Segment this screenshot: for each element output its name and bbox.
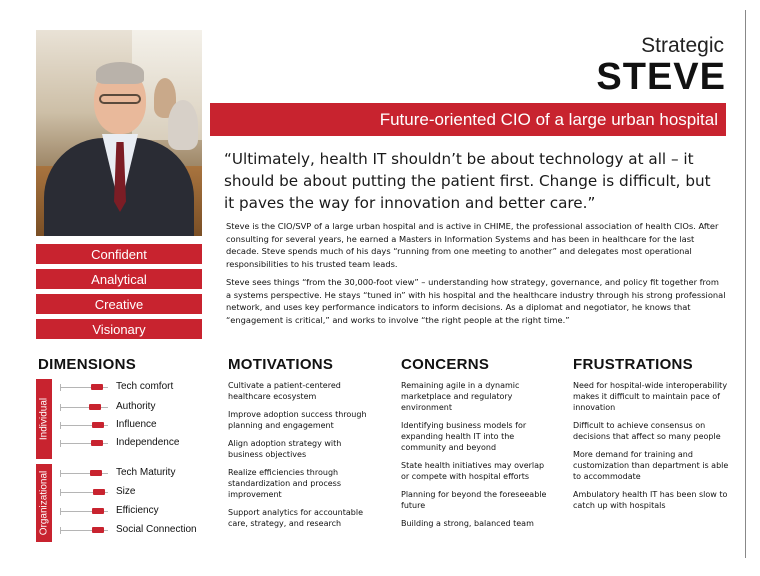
concern-item: Building a strong, balanced team: [401, 519, 534, 528]
dimension-label: Independence: [116, 437, 180, 448]
trait-badge: Creative: [36, 294, 202, 314]
scale-tick: [60, 508, 61, 515]
dimension-label: Tech Maturity: [116, 467, 176, 478]
dimension-marker: [91, 440, 103, 446]
dimension-group-organizational: [36, 464, 52, 542]
dimension-marker: [92, 422, 104, 428]
dimension-label: Tech comfort: [116, 381, 174, 392]
motivations-list: [228, 380, 378, 536]
dimension-row: [56, 419, 206, 433]
trait-badge: Confident: [36, 244, 202, 264]
concerns-heading: CONCERNS: [401, 356, 490, 373]
frustrations-list: [573, 380, 731, 518]
frustration-item: Ambulatory health IT has been slow to catch up with hospitals: [573, 490, 728, 510]
concern-item: Remaining agile in a dynamic marketplace and regulatory environment: [401, 381, 520, 412]
dimension-row: [56, 437, 206, 451]
dimension-row: [56, 381, 206, 395]
motivation-item: Support analytics for accountable care, strategy, and research: [228, 508, 364, 528]
trait-badge: Visionary: [36, 319, 202, 339]
scale-tick: [60, 384, 61, 391]
dimension-label: Efficiency: [116, 505, 159, 516]
persona-name: STEVE: [596, 56, 726, 98]
bio-paragraph: Steve is the CIO/SVP of a large urban hospital and is active in CHIME, the professional association of health CIOs. After consulting for several years, he earned a Masters in Information Systems and has been in healthcare for the last decade. Steve spends much of his days “running from one meeting to another” and delegates most operational responsibilities to his trusted team leads.: [226, 221, 719, 269]
bio-paragraph: Steve sees things “from the 30,000-foot view” – understanding how strategy, governance, and policy fit together from a systems perspective. He stays “tuned in” with his hospital and the healthcare industry through his strong professional network, and uses key performance indicators to inform decisions. As a diplomat and negotiator, he knows that “engagement is critical,” and works to involve “the right people at the right time.”: [226, 277, 726, 325]
concern-item: State health initiatives may overlap or compete with hospital efforts: [401, 461, 545, 481]
concerns-list: [401, 380, 551, 536]
scale-tick: [60, 527, 61, 534]
scale-tick: [60, 489, 61, 496]
dimensions-heading: DIMENSIONS: [38, 356, 137, 373]
motivations-heading: MOTIVATIONS: [228, 356, 334, 373]
frustration-item: More demand for training and customization than department is able to accommodate: [573, 450, 729, 481]
dimension-scale: [60, 407, 108, 408]
dimension-marker: [89, 404, 101, 410]
scale-tick: [60, 422, 61, 429]
dimension-label: Social Connection: [116, 524, 197, 535]
dimension-label: Size: [116, 486, 136, 497]
persona-subtitle: Future-oriented CIO of a large urban hospital: [210, 103, 726, 136]
dimension-marker: [90, 470, 102, 476]
dimension-label: Influence: [116, 419, 157, 430]
motivation-item: Realize efficiencies through standardization and process improvement: [228, 468, 342, 499]
frustration-item: Difficult to achieve consensus on decisions that affect so many people: [573, 421, 721, 441]
dimension-label: Authority: [116, 401, 156, 412]
scale-tick: [60, 404, 61, 411]
persona-quote: “Ultimately, health IT shouldn’t be about technology at all – it should be about putting the patient first. Change is difficult, but it paves the way for innovation and better care.”: [224, 150, 711, 212]
persona-photo: [36, 30, 202, 236]
frustration-item: Need for hospital-wide interoperability makes it difficult to maintain pace of innovation: [573, 381, 728, 412]
dimension-row: [56, 467, 206, 481]
photo-hair: [96, 62, 144, 84]
dimension-row: [56, 524, 206, 538]
trait-badge: Analytical: [36, 269, 202, 289]
frustrations-heading: FRUSTRATIONS: [573, 356, 693, 373]
photo-glasses: [99, 94, 141, 104]
dimension-group-label: Individual: [38, 397, 50, 441]
dimension-marker: [92, 527, 104, 533]
dimension-marker: [93, 489, 105, 495]
dimension-marker: [92, 508, 104, 514]
photo-background-person: [168, 100, 198, 150]
dimension-group-individual: [36, 379, 52, 459]
scale-tick: [60, 470, 61, 477]
dimension-row: [56, 486, 206, 500]
concern-item: Planning for beyond the foreseeable future: [401, 490, 547, 510]
dimension-row: [56, 505, 206, 519]
page-edge-rule: [745, 10, 746, 558]
scale-tick: [60, 440, 61, 447]
dimension-group-label: Organizational: [38, 470, 50, 536]
motivation-item: Improve adoption success through planning and engagement: [228, 410, 367, 430]
trait-list: [36, 244, 202, 344]
motivation-item: Cultivate a patient-centered healthcare ecosystem: [228, 381, 341, 401]
persona-title-prefix: Strategic: [641, 34, 724, 57]
concern-item: Identifying business models for expanding health IT into the community and beyond: [401, 421, 527, 452]
dimension-marker: [91, 384, 103, 390]
dimension-row: [56, 401, 206, 415]
motivation-item: Align adoption strategy with business objectives: [228, 439, 342, 459]
